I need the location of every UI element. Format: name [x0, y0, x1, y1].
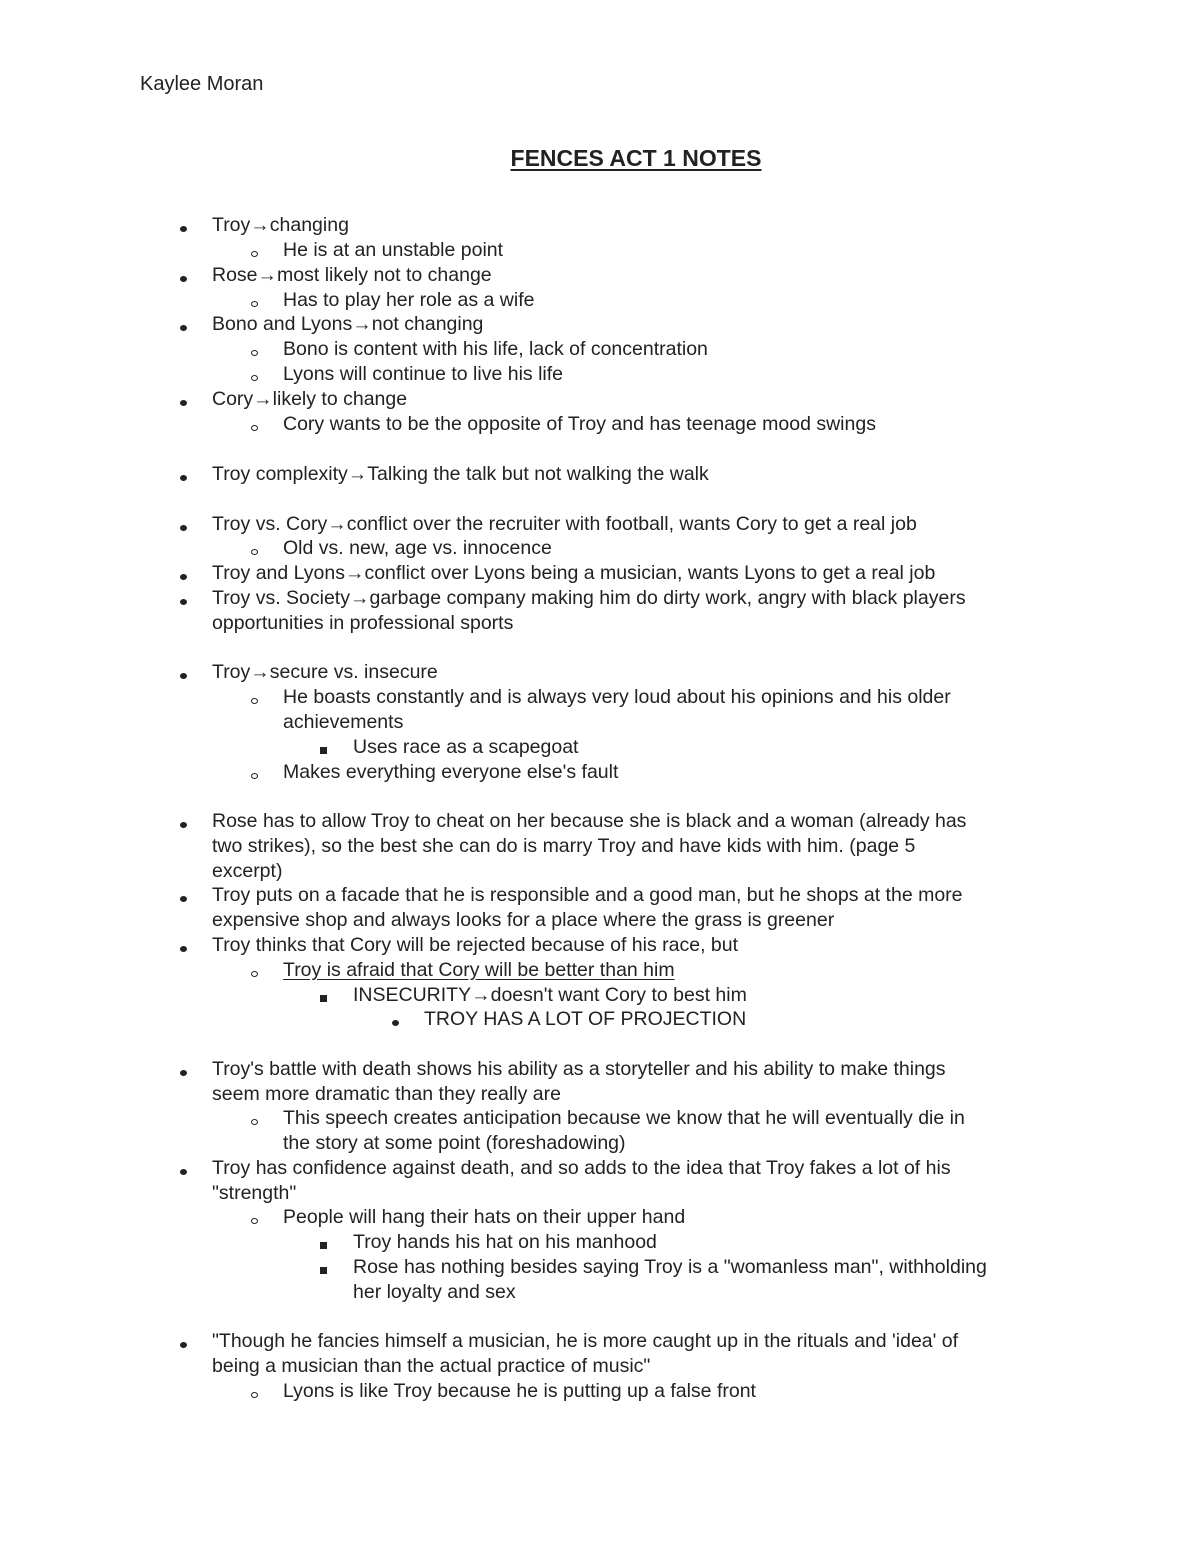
note-item-text: He boasts constantly and is always very loud about his opinions and his older [283, 686, 951, 708]
bullet-dot-icon [180, 946, 187, 952]
bullet-square-icon [320, 995, 327, 1002]
note-item-text: opportunities in professional sports [212, 611, 514, 634]
note-item-text: Troy hands his hat on his manhood [353, 1231, 657, 1253]
note-item-text: seem more dramatic than they really are [212, 1082, 561, 1105]
note-item-text: Makes everything everyone else's fault [283, 761, 619, 783]
bullet-circle-icon [251, 1119, 258, 1125]
note-item-text: TROY HAS A LOT OF PROJECTION [424, 1008, 747, 1030]
bullet-dot-icon [180, 525, 187, 531]
note-item-text: This speech creates anticipation because we know that he will eventually die in [283, 1107, 965, 1129]
bullet-circle-icon [251, 971, 258, 977]
bullet-dot-icon [180, 1342, 187, 1348]
note-item-text: Troy complexity→Talking the talk but not walking the walk [212, 463, 709, 485]
note-item-text: Troy→secure vs. insecure [212, 661, 438, 683]
note-item-text: Troy puts on a facade that he is responsible and a good man, but he shops at the more [212, 884, 963, 906]
note-item-text: excerpt) [212, 859, 283, 882]
bullet-circle-icon [251, 773, 258, 779]
bullet-circle-icon [251, 425, 258, 431]
note-item-text: Troy is afraid that Cory will be better than him [283, 959, 675, 981]
note-item-text: achievements [283, 710, 404, 733]
note-item-text: "Though he fancies himself a musician, he is more caught up in the rituals and 'idea' of [212, 1330, 959, 1352]
note-item-text: Rose has to allow Troy to cheat on her because she is black and a woman (already has [212, 810, 967, 832]
bullet-square-icon [320, 747, 327, 754]
bullet-circle-icon [251, 1392, 258, 1398]
note-item-text: two strikes), so the best she can do is marry Troy and have kids with him. (page 5 [212, 834, 916, 857]
note-item-text: Old vs. new, age vs. innocence [283, 537, 552, 559]
bullet-dot-icon [180, 325, 187, 331]
note-item-text: He is at an unstable point [283, 239, 504, 261]
note-item-text: "strength" [212, 1181, 297, 1204]
bullet-dot-icon [180, 400, 187, 406]
bullet-circle-icon [251, 549, 258, 555]
note-item-text: Has to play her role as a wife [283, 289, 535, 311]
bullet-dot-icon [180, 599, 187, 605]
note-item-text: Rose→most likely not to change [212, 264, 492, 286]
bullet-circle-icon [251, 698, 258, 704]
bullet-dot-icon [180, 1169, 187, 1175]
note-item-text: Cory wants to be the opposite of Troy and has teenage mood swings [283, 413, 876, 435]
bullet-circle-icon [251, 251, 258, 257]
bullet-circle-icon [251, 301, 258, 307]
bullet-circle-icon [251, 375, 258, 381]
note-item-text: INSECURITY→doesn't want Cory to best him [353, 984, 747, 1006]
bullet-dot-icon [180, 673, 187, 679]
bullet-dot-icon [180, 475, 187, 481]
bullet-square-icon [320, 1267, 327, 1274]
page-title: FENCES ACT 1 NOTES [510, 145, 762, 171]
author-name: Kaylee Moran [140, 73, 264, 95]
note-item-text: her loyalty and sex [353, 1280, 516, 1303]
note-item-text: Lyons is like Troy because he is putting up a false front [283, 1380, 756, 1402]
bullet-dot-icon [180, 226, 187, 232]
note-item-text: Rose has nothing besides saying Troy is a "womanless man", withholding [353, 1256, 987, 1278]
note-item-text: Troy→changing [212, 214, 349, 236]
bullet-dot-icon [392, 1020, 399, 1026]
bullet-square-icon [320, 1242, 327, 1249]
note-item-text: Troy vs. Cory→conflict over the recruiter with football, wants Cory to get a real job [212, 513, 917, 535]
bullet-circle-icon [251, 1218, 258, 1224]
note-item-text: Bono is content with his life, lack of concentration [283, 338, 708, 360]
note-item-text: Troy's battle with death shows his ability as a storyteller and his ability to make things [212, 1058, 946, 1080]
bullet-dot-icon [180, 822, 187, 828]
note-item-text: People will hang their hats on their upper hand [283, 1206, 686, 1228]
bullet-circle-icon [251, 350, 258, 356]
note-item-text: Cory→likely to change [212, 388, 408, 410]
note-item-text: Lyons will continue to live his life [283, 363, 563, 385]
bullet-dot-icon [180, 896, 187, 902]
note-item-text: Troy and Lyons→conflict over Lyons being a musician, wants Lyons to get a real job [212, 562, 936, 584]
bullet-dot-icon [180, 574, 187, 580]
bullet-dot-icon [180, 276, 187, 282]
note-item-text: being a musician than the actual practice of music" [212, 1354, 651, 1377]
note-item-text: the story at some point (foreshadowing) [283, 1131, 626, 1154]
note-item-text: expensive shop and always looks for a place where the grass is greener [212, 908, 835, 931]
note-item-text: Troy thinks that Cory will be rejected because of his race, but [212, 934, 739, 956]
note-item-text: Troy has confidence against death, and so adds to the idea that Troy fakes a lot of his [212, 1157, 951, 1179]
note-item-text: Troy vs. Society→garbage company making him do dirty work, angry with black players [212, 587, 966, 609]
bullet-dot-icon [180, 1070, 187, 1076]
note-item-text: Bono and Lyons→not changing [212, 313, 484, 335]
note-item-text: Uses race as a scapegoat [353, 736, 579, 758]
